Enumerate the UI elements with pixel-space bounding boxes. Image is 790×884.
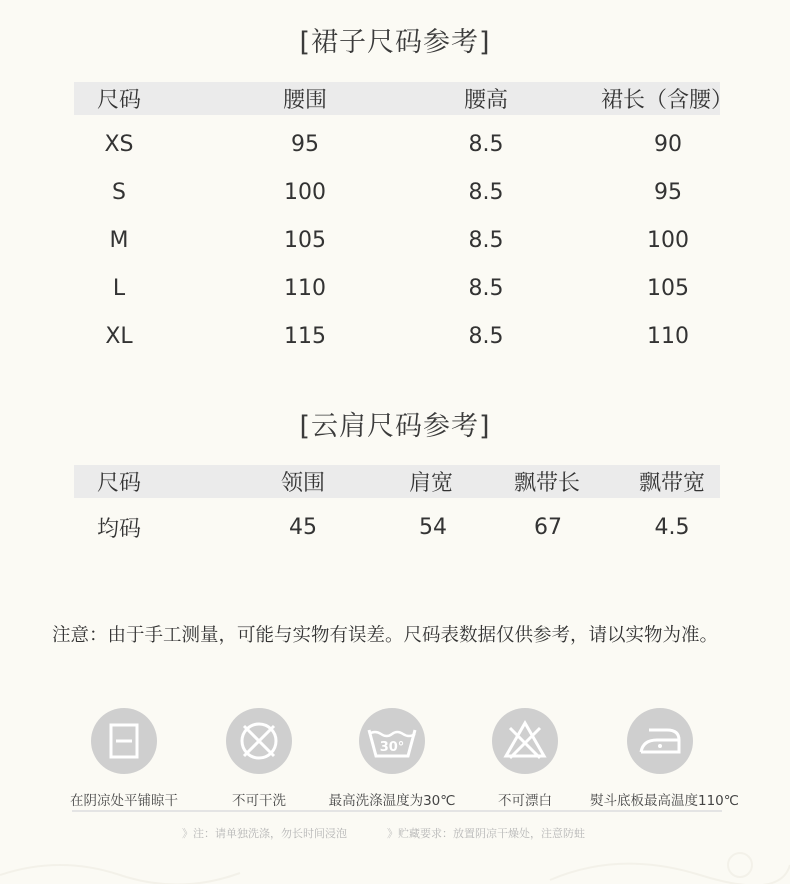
waist-height-cell: 8.5 — [468, 227, 504, 253]
care-label: 在阴凉处平铺晾干 — [70, 793, 178, 809]
header-size: 尺码 — [96, 471, 141, 496]
storage-tip: 》贮藏要求：放置阴凉干燥处，注意防蛀 — [387, 827, 585, 840]
waist-height-cell: 8.5 — [468, 131, 504, 157]
table-row — [74, 312, 720, 360]
table-row — [74, 168, 720, 216]
length-cell: 110 — [647, 323, 689, 349]
header-ribbon-length: 飘带长 — [513, 471, 580, 496]
no-dry-clean-icon — [226, 708, 292, 774]
care-item-no-dry-clean — [189, 708, 329, 809]
care-item-flat-dry — [54, 708, 194, 809]
length-cell: 100 — [647, 227, 689, 253]
care-label: 不可干洗 — [232, 793, 286, 809]
floral-watermark-decoration — [0, 835, 790, 884]
care-item-wash-30 — [322, 708, 462, 809]
skirt-size-table — [74, 82, 733, 360]
care-label: 最高洗涤温度为30℃ — [328, 793, 456, 809]
neck-cell: 45 — [289, 514, 317, 540]
iron-icon — [627, 708, 693, 774]
size-cell: XS — [104, 131, 134, 157]
waist-cell: 100 — [284, 179, 326, 205]
header-shoulder: 肩宽 — [408, 471, 453, 496]
no-bleach-icon — [492, 708, 558, 774]
care-item-no-bleach — [455, 708, 595, 809]
table-row — [74, 503, 720, 551]
care-label: 熨斗底板最高温度110℃ — [590, 793, 739, 809]
table-row — [74, 216, 720, 264]
length-cell: 105 — [647, 275, 689, 301]
shoulder-cell: 54 — [419, 514, 447, 540]
waist-cell: 110 — [284, 275, 326, 301]
header-waist-height: 腰高 — [463, 88, 508, 113]
waist-height-cell: 8.5 — [468, 179, 504, 205]
size-cell: L — [112, 275, 126, 301]
header-size: 尺码 — [96, 88, 141, 113]
divider — [72, 810, 722, 812]
waist-height-cell: 8.5 — [468, 323, 504, 349]
skirt-size-title: [裙子尺码参考] — [299, 27, 491, 58]
waist-cell: 105 — [284, 227, 326, 253]
size-cell: 均码 — [96, 516, 141, 542]
flat-dry-shade-icon — [91, 708, 157, 774]
waist-cell: 115 — [284, 323, 326, 349]
measurement-note: 注意：由于手工测量，可能与实物有误差。尺码表数据仅供参考，请以实物为准。 — [52, 625, 719, 646]
waist-height-cell: 8.5 — [468, 275, 504, 301]
care-item-iron — [590, 708, 739, 809]
table-row — [74, 264, 720, 312]
header-ribbon-width: 飘带宽 — [638, 471, 705, 496]
length-cell: 95 — [654, 179, 682, 205]
shawl-table-header — [74, 465, 720, 498]
size-cell: XL — [105, 323, 133, 349]
ribbon-width-cell: 4.5 — [654, 514, 690, 540]
svg-text:30°: 30° — [379, 740, 405, 755]
table-row — [74, 120, 720, 168]
shawl-size-table — [74, 465, 720, 551]
size-cell: S — [112, 179, 126, 205]
length-cell: 90 — [654, 131, 682, 157]
header-skirt-length: 裙长（含腰） — [600, 88, 733, 113]
skirt-table-header — [74, 82, 733, 115]
size-cell: M — [109, 227, 129, 253]
ribbon-length-cell: 67 — [534, 514, 562, 540]
header-neck: 领围 — [280, 471, 325, 496]
wash-tip: 》注：请单独洗涤，勿长时间浸泡 — [182, 827, 347, 840]
care-label: 不可漂白 — [498, 793, 552, 809]
shawl-size-title: [云肩尺码参考] — [299, 411, 491, 442]
header-waist: 腰围 — [282, 88, 327, 113]
wash-30-icon — [359, 708, 425, 774]
waist-cell: 95 — [291, 131, 319, 157]
